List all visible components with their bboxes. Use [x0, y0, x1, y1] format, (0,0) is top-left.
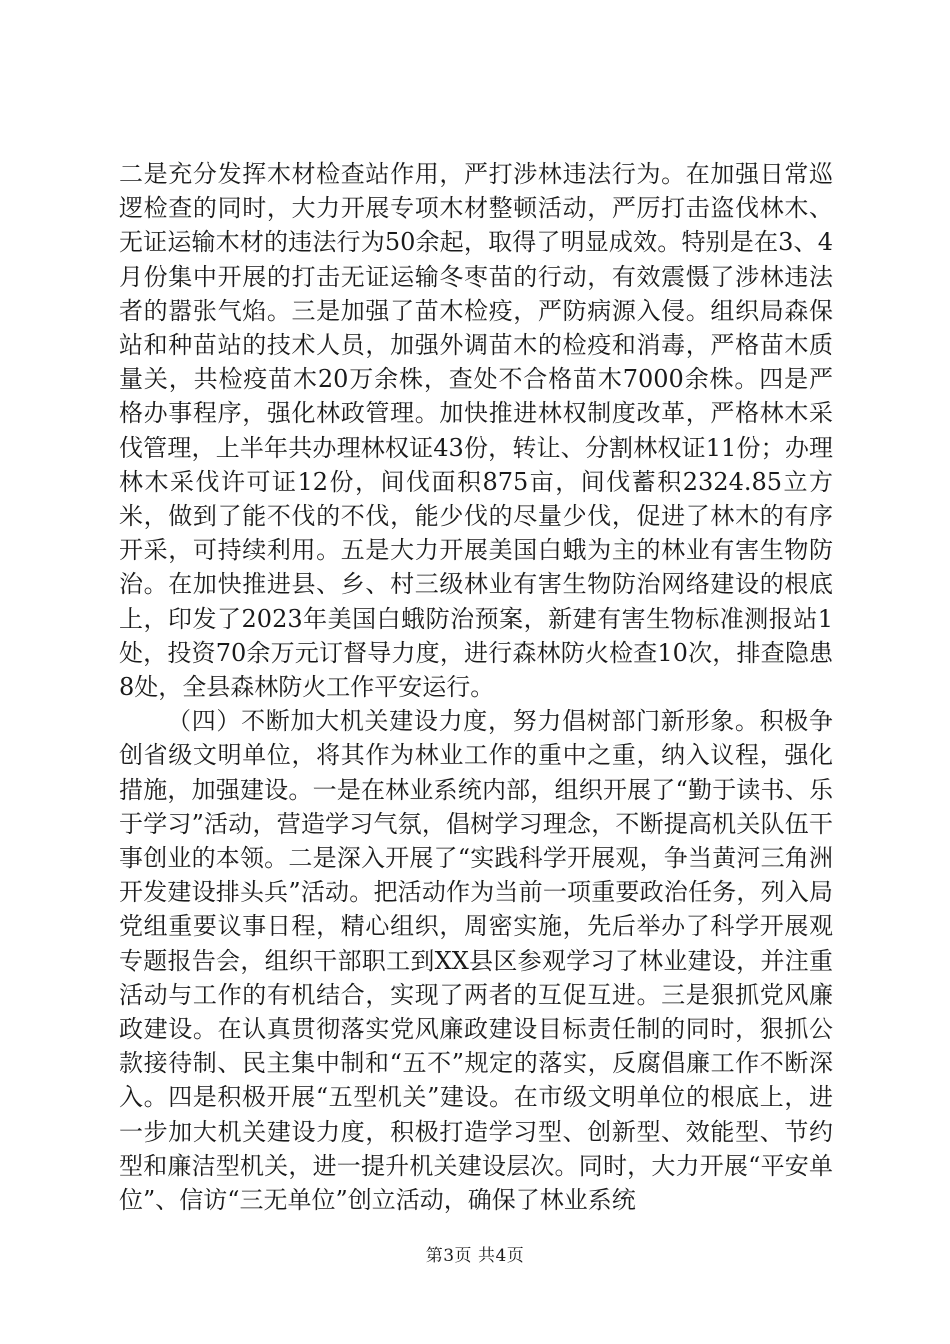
paragraph-forestry-enforcement: 二是充分发挥木材检查站作用，严打涉林违法行为。在加强日常巡逻检查的同时，大力开展专项木材整顿活动，严厉打击盗伐林木、无证运输木材的违法行为50余起，取得了明显成效。特别是在3、4月份集中开展的打击无证运输冬枣苗的行动，有效震慑了涉林违法者的嚣张气焰。三是加强了苗木检疫，严防病源入侵。组织局森保站和种苗站的技术人员，加强外调苗木的检疫和消毒，严格苗木质量关，共检疫苗木20万余株，查处不合格苗木7000余株。四是严格办事程序，强化林政管理。加快推进林权制度改革，严格林木采伐管理，上半年共办理林权证43份，转让、分割林权证11份；办理林木采伐许可证12份，间伐面积875亩，间伐蓄积2324.85立方米，做到了能不伐的不伐，能少伐的尽量少伐，促进了林木的有序开采，可持续利用。五是大力开展美国白蛾为主的林业有害生物防治。在加快推进县、乡、村三级林业有害生物防治网络建设的根底上，印发了2023年美国白蛾防治预案，新建有害生物标准测报站1处，投资70余万元订督导力度，进行森林防火检查10次，排查隐患8处，全县森林防火工作平安运行。 [119, 160, 833, 702]
page-footer: 第3页 共4页 [425, 1246, 525, 1266]
document-body [119, 157, 833, 1217]
paragraph-agency-building: （四）不断加大机关建设力度，努力倡树部门新形象。积极争创省级文明单位，将其作为林业工作的重中之重，纳入议程，强化措施，加强建设。一是在林业系统内部，组织开展了“勤于读书、乐于学习”活动，营造学习气氛，倡树学习理念，不断提高机关队伍干事创业的本领。二是深入开展了“实践科学开展观，争当黄河三角洲开发建设排头兵”活动。把活动作为当前一项重要政治任务，列入局党组重要议事日程，精心组织，周密实施，先后举办了科学开展观专题报告会，组织干部职工到XX县区参观学习了林业建设，并注重活动与工作的有机结合，实现了两者的互促互进。三是狠抓党风廉政建设。在认真贯彻落实党风廉政建设目标责任制的同时，狠抓公款接待制、民主集中制和“五不”规定的落实，反腐倡廉工作不断深入。四是积极开展“五型机关”建设。在市级文明单位的根底上，进一步加大机关建设力度，积极打造学习型、创新型、效能型、节约型和廉洁型机关，进一提升机关建设层次。同时，大力开展“平安单位”、信访“三无单位”创立活动，确保了林业系统 [119, 707, 833, 1215]
